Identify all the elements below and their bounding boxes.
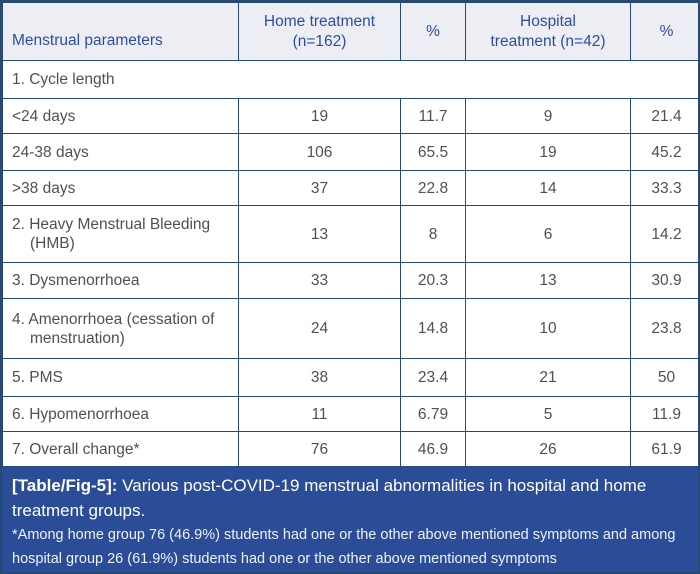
row-label: >38 days	[3, 171, 239, 206]
hospital-percent: 11.9	[631, 397, 700, 432]
home-count: 38	[239, 359, 401, 397]
hospital-count: 13	[466, 263, 631, 299]
hospital-percent: 33.3	[631, 171, 700, 206]
hospital-percent: 21.4	[631, 99, 700, 134]
home-percent: 11.7	[401, 99, 466, 134]
footnote-text: *Among home group 76 (46.9%) students had one or the other above mentioned symptoms and among hospital group 26 (61.9%) students had one or the other above mentioned symptoms	[12, 527, 676, 567]
home-percent: 8	[401, 206, 466, 263]
section-row-cycle-length	[3, 61, 700, 99]
home-count: 106	[239, 134, 401, 171]
table-row	[3, 171, 700, 206]
row-label: <24 days	[3, 99, 239, 134]
row-label: 6. Hypomenorrhoea	[3, 397, 239, 432]
table-caption-block	[2, 467, 698, 572]
hospital-count: 5	[466, 397, 631, 432]
home-count: 37	[239, 171, 401, 206]
home-count: 33	[239, 263, 401, 299]
menstrual-parameters-table	[2, 2, 700, 467]
home-percent: 22.8	[401, 171, 466, 206]
header-row	[3, 3, 700, 61]
home-percent: 65.5	[401, 134, 466, 171]
row-label: 2. Heavy Menstrual Bleeding (HMB)	[3, 206, 239, 263]
home-count: 13	[239, 206, 401, 263]
hospital-percent: 50	[631, 359, 700, 397]
hospital-percent: 61.9	[631, 432, 700, 467]
header-hospital-percent: %	[631, 3, 700, 61]
caption-label: [Table/Fig-5]:	[12, 476, 118, 495]
caption-text: Various post-COVID-19 menstrual abnormalities in hospital and home treatment groups.	[12, 476, 647, 520]
row-label: 24-38 days	[3, 134, 239, 171]
header-home-percent: %	[401, 3, 466, 61]
home-count: 19	[239, 99, 401, 134]
row-label: 4. Amenorrhoea (cessation of menstruation)	[3, 299, 239, 359]
hospital-count: 14	[466, 171, 631, 206]
home-count: 76	[239, 432, 401, 467]
row-label: 5. PMS	[3, 359, 239, 397]
home-percent: 20.3	[401, 263, 466, 299]
section-label: 1. Cycle length	[3, 61, 700, 99]
table-row	[3, 263, 700, 299]
table-row	[3, 299, 700, 359]
hospital-count: 21	[466, 359, 631, 397]
header-home-treatment-label: Home treatment (n=162)	[263, 12, 376, 50]
home-count: 11	[239, 397, 401, 432]
table-caption	[12, 473, 688, 523]
table-row	[3, 397, 700, 432]
hospital-percent: 30.9	[631, 263, 700, 299]
hospital-percent: 14.2	[631, 206, 700, 263]
hospital-count: 10	[466, 299, 631, 359]
header-home-treatment	[239, 3, 401, 61]
header-hospital-treatment	[466, 3, 631, 61]
table-row	[3, 359, 700, 397]
home-percent: 46.9	[401, 432, 466, 467]
table-row	[3, 134, 700, 171]
header-hospital-treatment-label: Hospital treatment (n=42)	[490, 12, 606, 50]
hospital-percent: 45.2	[631, 134, 700, 171]
hospital-percent: 23.8	[631, 299, 700, 359]
table-row	[3, 432, 700, 467]
hospital-count: 6	[466, 206, 631, 263]
hospital-count: 9	[466, 99, 631, 134]
home-percent: 14.8	[401, 299, 466, 359]
home-count: 24	[239, 299, 401, 359]
header-menstrual-parameters: Menstrual parameters	[3, 3, 239, 61]
home-percent: 23.4	[401, 359, 466, 397]
hospital-count: 26	[466, 432, 631, 467]
home-percent: 6.79	[401, 397, 466, 432]
hospital-count: 19	[466, 134, 631, 171]
table-row	[3, 99, 700, 134]
table-row	[3, 206, 700, 263]
row-label: 7. Overall change*	[3, 432, 239, 467]
row-label: 3. Dysmenorrhoea	[3, 263, 239, 299]
